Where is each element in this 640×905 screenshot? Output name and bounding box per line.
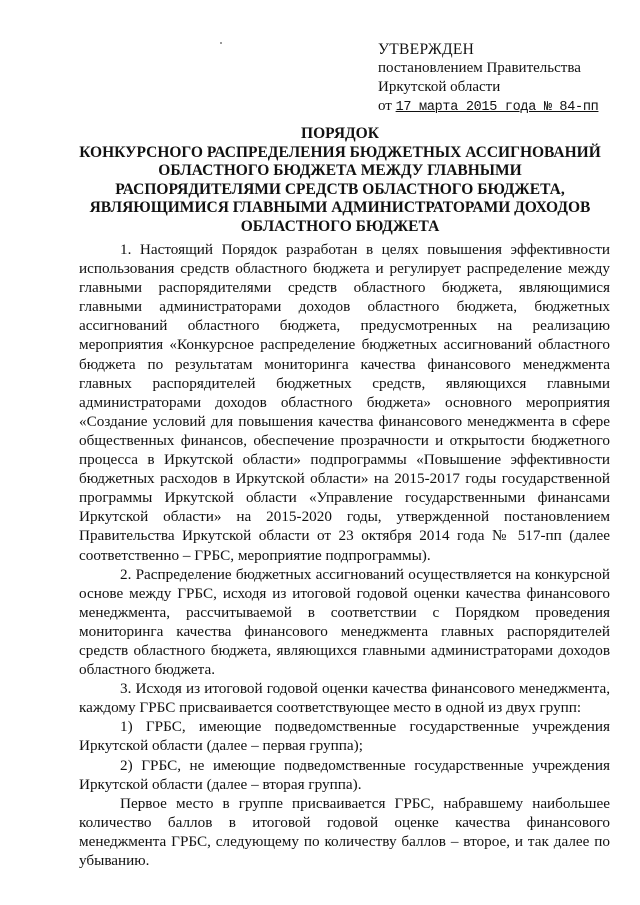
list-item-1: 1) ГРБС, имеющие подведомственные государственные учреждения Иркутской области (далее – первая группа); [79,718,610,755]
title-line: ОБЛАСТНОГО БЮДЖЕТА [240,217,440,235]
paragraph-ranking: Первое место в группе присваивается ГРБС, набравшему наибольшее количество баллов в итоговой годовой оценке качества финансового менеджмента ГРБС, следующему по количеству баллов – второе, и так далее по убыванию. [79,794,610,869]
title-line: КОНКУРСНОГО РАСПРЕДЕЛЕНИЯ БЮДЖЕТНЫХ АССИГНОВАНИЙ [79,143,601,161]
approval-heading: УТВЕРЖДЕН [378,41,475,58]
date-stamp: 17 марта 2015 года № 84-пп [395,100,599,115]
approval-date-line [378,97,628,117]
scan-speck [220,42,222,44]
paragraph-1: 1. Настоящий Порядок разработан в целях повышения эффективности использования средств областного бюджета и регулирует распределение между главными распорядителями средств областного бюджета, являющимися главными администраторами доходов областного бюджета, бюджетных ассигнований областного бюджета, предусмотренных на реализацию мероприятия «Конкурсное распределение бюджетных ассигнований областного бюджета по результатам мониторинга качества финансового менеджмента главных распорядителей бюджетных средств, являющихся главными администраторами доходов областного бюджета» основного мероприятия «Создание условий для повышения качества финансового менеджмента в сфере общественных финансов, обеспечение прозрачности и открытости бюджетного процесса в Иркутской области» подпрограммы «Повышение эффективности бюджетных расходов в Иркутской области» на 2015-2017 годы государственной программы Иркутской области «Управление государственными финансами Иркутской области» на 2015-2020 годы, утвержденной постановлением Правительства Иркутской области от 23 октября 2014 года № 517-пп (далее соответственно – ГРБС, мероприятие подпрограммы). [79,241,610,564]
document-body [79,240,610,870]
document-title [70,125,610,236]
title-line: ЯВЛЯЮЩИМИСЯ ГЛАВНЫМИ АДМИНИСТРАТОРАМИ ДОХОДОВ [89,199,591,216]
title-line: РАСПОРЯДИТЕЛЯМИ СРЕДСТВ ОБЛАСТНОГО БЮДЖЕТА, [115,180,565,198]
approval-line-1: постановлением Правительства [378,60,581,76]
title-line: ПОРЯДОК [301,125,379,142]
paragraph-2: 2. Распределение бюджетных ассигнований осуществляется на конкурсной основе между ГРБС, исходя из итоговой годовой оценки качества финансового менеджмента, рассчитываемой в соответствии с Порядком проведения мониторинга качества финансового менеджмента главных распорядителей средств областного бюджета, являющихся главными администраторами доходов областного бюджета. [79,565,610,679]
paragraph-3: 3. Исходя из итоговой годовой оценки качества финансового менеджмента, каждому ГРБС присваивается соответствующее место в одной из двух групп: [79,680,610,717]
list-item-2: 2) ГРБС, не имеющие подведомственные государственные учреждения Иркутской области (далее – вторая группа). [79,756,610,793]
title-line: ОБЛАСТНОГО БЮДЖЕТА МЕЖДУ ГЛАВНЫМИ [158,162,522,179]
approval-line-2: Иркутской области [378,79,501,95]
date-prefix: от [378,98,392,114]
approval-block [378,40,628,117]
